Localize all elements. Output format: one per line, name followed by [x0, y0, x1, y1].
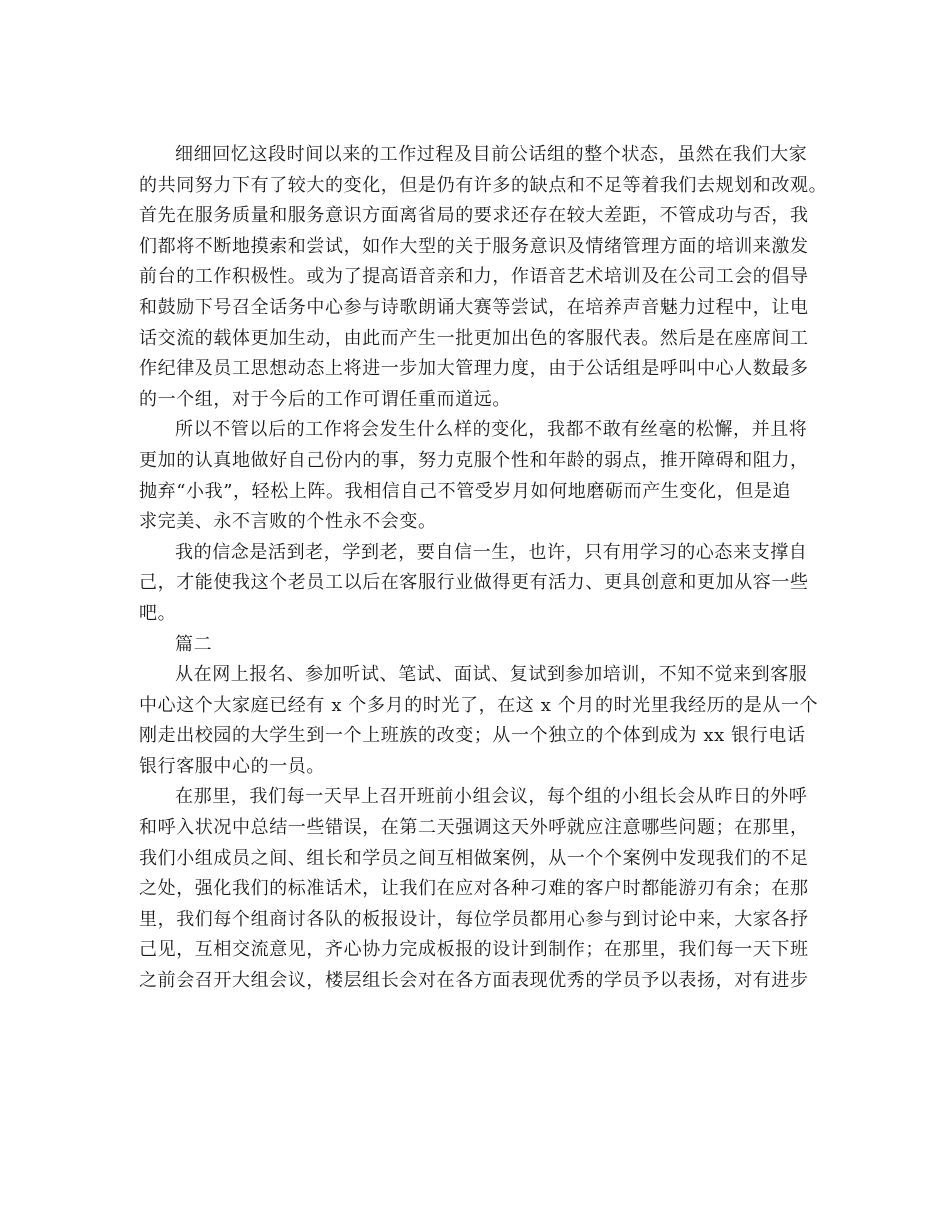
- text-line: 首先在服务质量和服务意识方面离省局的要求还存在较大差距，不管成功与否，我: [139, 205, 809, 227]
- text-line: 从在网上报名、参加听试、笔试、面试、复试到参加培训，不知不觉来到客服: [175, 664, 808, 686]
- text-line: 细细回忆这段时间以来的工作过程及目前公话组的整个状态，虽然在我们大家: [175, 144, 808, 165]
- paragraph-4: [139, 660, 819, 782]
- text-line: 的共同努力下有了较大的变化，但是仍有许多的缺点和不足等着我们去规划和改观。: [139, 174, 828, 196]
- text-line: 作纪律及员工思想动态上将进一步加大管理力度，由于公话组是呼叫中心人数最多: [139, 358, 809, 380]
- section-heading: 篇二: [175, 633, 213, 655]
- text-line: 话交流的载体更加生动，由此而产生一批更加出色的客服代表。然后是在座席间工: [139, 327, 809, 349]
- paragraph-5: [139, 782, 815, 996]
- text-line: 所以不管以后的工作将会发生什么样的变化，我都不敢有丝毫的松懈，并且将: [175, 419, 808, 441]
- text-line: 之前会召开大组会议，楼层组长会对在各方面表现优秀的学员予以表扬，对有进步: [139, 970, 809, 992]
- text-line: 和呼入状况中总结一些错误，在第二天强调这天外呼就应注意哪些问题；在那里，: [139, 817, 809, 839]
- text-line: 更加的认真地做好自己份内的事，努力克服个性和年龄的弱点，推开障碍和阻力，: [139, 449, 809, 471]
- text-line: 己见，互相交流意见，齐心协力完成板报的设计到制作；在那里，我们每一天下班: [139, 939, 809, 961]
- text-line: 抛弃“小我”，轻松上阵。我相信自己不管受岁月如何地磨砺而产生变化，但是追: [139, 480, 792, 502]
- text-line: 之处，强化我们的标准话术，让我们在应对各种刁难的客户时都能游刃有余；在那: [139, 878, 809, 900]
- text-line: 的一个组，对于今后的工作可谓任重而道远。: [139, 388, 511, 410]
- paragraph-3: [139, 538, 815, 630]
- paragraph-2: [139, 415, 815, 537]
- text-line: 和鼓励下号召全话务中心参与诗歌朗诵大赛等尝试，在培养声音魅力过程中，让电: [139, 296, 809, 318]
- text-line: 们都将不断地摸索和尝试，如作大型的关于服务意识及情绪管理方面的培训来激发: [139, 235, 809, 257]
- text-line: 中心这个大家庭已经有 x 个多月的时光了，在这 x 个月的时光里我经历的是从一个: [139, 694, 819, 716]
- text-line: 在那里，我们每一天早上召开班前小组会议，每个组的小组长会从昨日的外呼: [175, 786, 808, 808]
- text-line: 求完美、永不言败的个性永不会变。: [139, 511, 437, 533]
- text-line: 吧。: [139, 602, 177, 624]
- document-body: [139, 140, 828, 997]
- paragraph-1: [139, 140, 828, 415]
- text-line: 我的信念是活到老，学到老，要自信一生，也许，只有用学习的心态来支撑自: [175, 541, 808, 563]
- text-line: 里，我们每个组商讨各队的板报设计，每位学员都用心参与到讨论中来，大家各抒: [139, 908, 809, 930]
- text-line: 刚走出校园的大学生到一个上班族的改变；从一个独立的个体到成为 xx 银行电话: [139, 725, 806, 747]
- text-line: 银行客服中心的一员。: [139, 755, 325, 777]
- text-line: 前台的工作积极性。或为了提高语音亲和力，作语音艺术培训及在公司工会的倡导: [139, 266, 809, 288]
- text-line: 己，才能使我这个老员工以后在客服行业做得更有活力、更具创意和更加从容一些: [139, 572, 809, 594]
- text-line: 我们小组成员之间、组长和学员之间互相做案例，从一个个案例中发现我们的不足: [139, 847, 809, 869]
